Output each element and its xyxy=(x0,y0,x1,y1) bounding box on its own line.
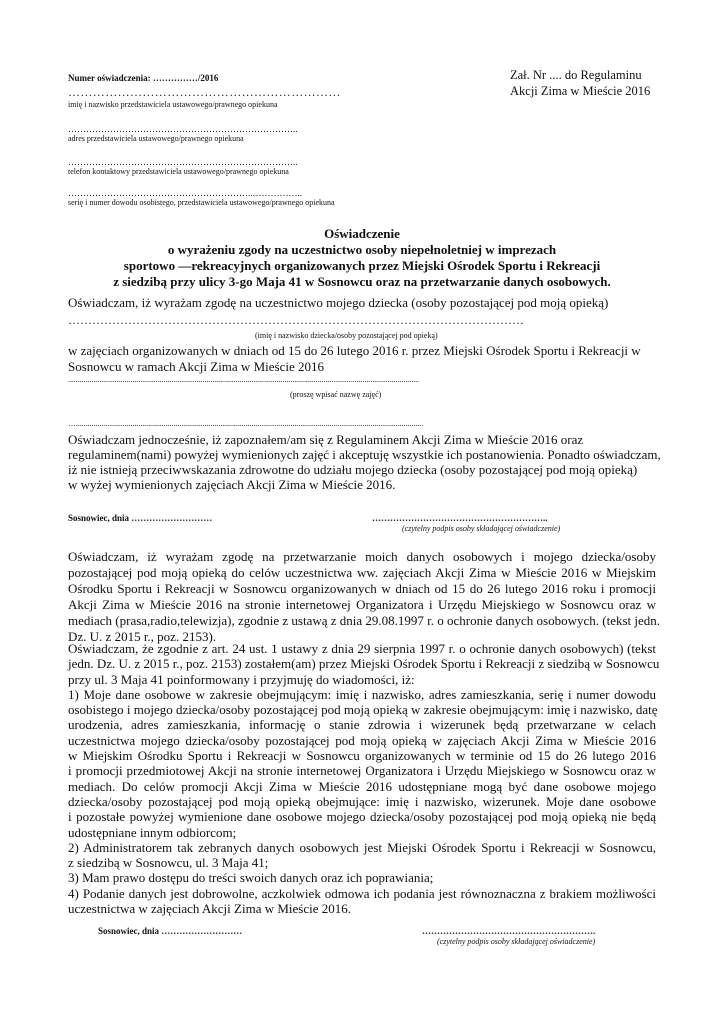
gdpr-paragraph-2 xyxy=(68,641,660,917)
guardian-address-dots: ………………………………………………………………….. xyxy=(68,124,298,134)
declaration-line-1: Oświadczam jednocześnie, iż zapoznałem/am się z Regulaminem Akcji Zima w Mieście 2016 oraz xyxy=(68,432,584,447)
declaration-line-3: iż nie istnieją przeciwwskazania zdrowotne do udziału mojego dziecka (osoby pozostającej pod moją opieką) xyxy=(68,462,638,477)
guardian-id-dots: ……………………………………………………..…………….. xyxy=(68,188,302,198)
activity-dots-2: ….................................................................................................................................................................................. xyxy=(68,419,424,428)
signature-1-label: (czytelny podpis osoby składającej oświadczenie) xyxy=(402,524,561,533)
gdpr-p1-line: mediach (prasa,radio,telewizja), zgodnie z ustawą z dnia 29.08.1997 r. o ochronie danych osobowych. (tekst jedn. xyxy=(68,613,661,628)
gdpr-item-4-line: 4) Podanie danych jest dobrowolne, aczkolwiek odmowa ich podania jest równoznaczna z brakiem możliwości xyxy=(68,885,656,901)
gdpr-item-1-line: osobistego i mojego dziecka/osoby pozostającej pod moją opieką w zakresie obejmującym: imię i nazwisko, datę xyxy=(68,702,658,718)
title-line-2: o wyrażeniu zgody na uczestnictwo osoby niepełnoletniej w imprezach xyxy=(167,242,557,257)
signature-1-dots: ………………………………………………….. xyxy=(372,513,548,523)
gdpr-p2-line: przy ul. 3 Maja 41 poinformowany i przyjmuję do wiadomości, iż: xyxy=(68,671,415,687)
title-line-3: sportowo —rekreacyjnych organizowanych przez Miejski Ośrodek Sportu i Rekreacji xyxy=(123,258,601,273)
consent-line-2: w zajęciach organizowanych w dniach od 15 do 26 lutego 2016 r. przez Miejski Ośrodek Sportu i Rekreacji w xyxy=(68,343,641,358)
document-title xyxy=(0,226,724,290)
gdpr-p1-line: Oświadczam, iż wyrażam zgodę na przetwarzanie moich danych osobowych i mojego dziecka/osoby xyxy=(68,549,656,564)
gdpr-item-1-line: w Miejskim Ośrodku Sportu i Rekreacji w Sosnowcu organizowanych w terminie od 15 do 26 lutego 2016 xyxy=(68,748,656,764)
gdpr-item-1-line: uczestnictwa mojego dziecka/osoby pozostającej pod moją opieką w zajęciach Akcji Zima w Mieście 2016 xyxy=(68,732,656,748)
attachment-line-1: Zał. Nr .... do Regulaminu xyxy=(510,68,642,82)
gdpr-item-3: 3) Mam prawo dostępu do treści swoich danych oraz ich poprawiania; xyxy=(68,870,434,886)
signature-2-dots: …………………………………………………. xyxy=(422,926,596,936)
statement-number: Numer oświadczenia: ……………/2016 xyxy=(68,73,219,83)
guardian-phone-label: telefon kontaktowy przedstawiciela ustawowego/prawnego opiekuna xyxy=(68,167,289,176)
guardian-phone-dots: ………………………………………………………………….. xyxy=(68,157,298,167)
gdpr-item-2-line: 2) Administratorem tak zebranych danych osobowych jest Miejski Ośrodek Sportu i Rekreacji w Sosnowcu, xyxy=(68,839,656,855)
signature-2-place-date: Sosnowiec, dnia ……………………… xyxy=(98,926,243,936)
title-line-4: z siedzibą przy ulicy 3-go Maja 41 w Sosnowcu oraz na przetwarzanie danych osobowych. xyxy=(113,274,611,289)
child-name-dots: …………………………………………………………………………………………………… xyxy=(68,313,524,327)
guardian-address-label: adres przedstawiciela ustawowego/prawnego opiekuna xyxy=(68,134,244,143)
guardian-id-label: serię i numer dowodu osobistego, przedstawiciela ustawowego/prawnego opiekuna xyxy=(68,198,335,207)
gdpr-p1-line: pozostającej pod moją opieką do celów uczestnictwa ww. zajęciach Akcji Zima w Mieście 2016 w Miejskim xyxy=(68,565,656,580)
gdpr-paragraph-1 xyxy=(68,549,661,645)
gdpr-item-1-line: urodzenia, adres zamieszkania, informację o stanie zdrowia i wizerunek będą przetwarzane w celach xyxy=(68,717,656,733)
gdpr-item-1-line: udostępniane innym odbiorcom; xyxy=(68,824,237,840)
signature-2-label: (czytelny podpis osoby składającej oświadczenie) xyxy=(437,937,596,946)
activity-dots: .................................................................................................................................................................................... xyxy=(68,375,420,384)
activity-label: (proszę wpisać nazwę zajęć) xyxy=(290,390,382,399)
child-name-label: (imię i nazwisko dziecka/osoby pozostającej pod opieką) xyxy=(255,331,438,340)
gdpr-item-1-line: mediach. Do celów promocji Akcji Zima w Mieście 2016 udostępniane mogą być dane osobowe mojego xyxy=(68,778,656,794)
gdpr-p1-line: Dz. U. z 2015 r., poz. 2153). xyxy=(68,629,217,644)
title-line-1: Oświadczenie xyxy=(324,226,400,241)
guardian-name-dots: ………………………………………………………… xyxy=(68,85,341,99)
signature-1-place-date: Sosnowiec, dnia ……………………… xyxy=(68,513,213,523)
attachment-line-2: Akcji Zima w Mieście 2016 xyxy=(510,84,651,98)
gdpr-item-1-line: i promocji przedmiotowej Akcji na stronie internetowej Organizatora i Urzędu Miejskiego w Sosnowcu oraz w xyxy=(68,763,656,779)
consent-line-3: Sosnowcu w ramach Akcji Zima w Mieście 2016 xyxy=(68,359,324,374)
gdpr-item-1-line: 1) Moje dane osobowe w zakresie obejmującym: imię i nazwisko, adres zamieszkania, serię i numer dowodu xyxy=(68,686,656,702)
gdpr-p1-line: Ośrodku Sportu i Rekreacji w Sosnowcu organizowanych w dniach od 15 do 26 lutego 2016 roku i promocji xyxy=(68,581,656,596)
gdpr-item-1-line: dziecka/osoby pozostającej pod moją opieką obejmujące: imię i nazwisko, wizerunek. Moje dane osobowe xyxy=(68,793,656,809)
gdpr-p1-line: Akcji Zima w Mieście 2016 na stronie internetowej Organizatora i Urzędu Miejskiego w Sosnowcu oraz w xyxy=(68,597,656,612)
gdpr-p2-line: jedn. Dz. U. z 2015 r., poz. 2153) zostałem(am) przez Miejski Ośrodek Sportu i Rekreacji z siedzibą w Sosnowcu xyxy=(68,656,660,672)
declaration-line-2: regulaminem(nami) powyżej wymienionych zajęć i akceptuję wszystkie ich postanowienia. Ponadto oświadczam, xyxy=(68,447,661,462)
gdpr-item-1-line: i pozostałe powyżej wymienione dane osobowe mojego dziecka/osoby pozostającej pod moją opieką nie będą xyxy=(68,809,656,825)
declaration-line-4: w wyżej wymienionych zajęciach Akcji Zima w Mieście 2016. xyxy=(68,477,396,492)
gdpr-item-4-line: uczestnictwa w zajęciach Akcji Zima w Mieście 2016. xyxy=(68,901,352,917)
guardian-name-label: imię i nazwisko przedstawiciela ustawowego/prawnego opiekuna xyxy=(68,100,278,109)
gdpr-p2-line: Oświadczam, że zgodnie z art. 24 ust. 1 ustawy z dnia 29 sierpnia 1997 r. o ochronie danych osobowych) (tekst xyxy=(68,641,656,656)
gdpr-item-2-line: z siedzibą w Sosnowcu, ul. 3 Maja 41; xyxy=(68,855,269,871)
consent-line-1: Oświadczam, iż wyrażam zgodę na uczestnictwo mojego dziecka (osoby pozostającej pod moją opieką) xyxy=(68,295,609,310)
